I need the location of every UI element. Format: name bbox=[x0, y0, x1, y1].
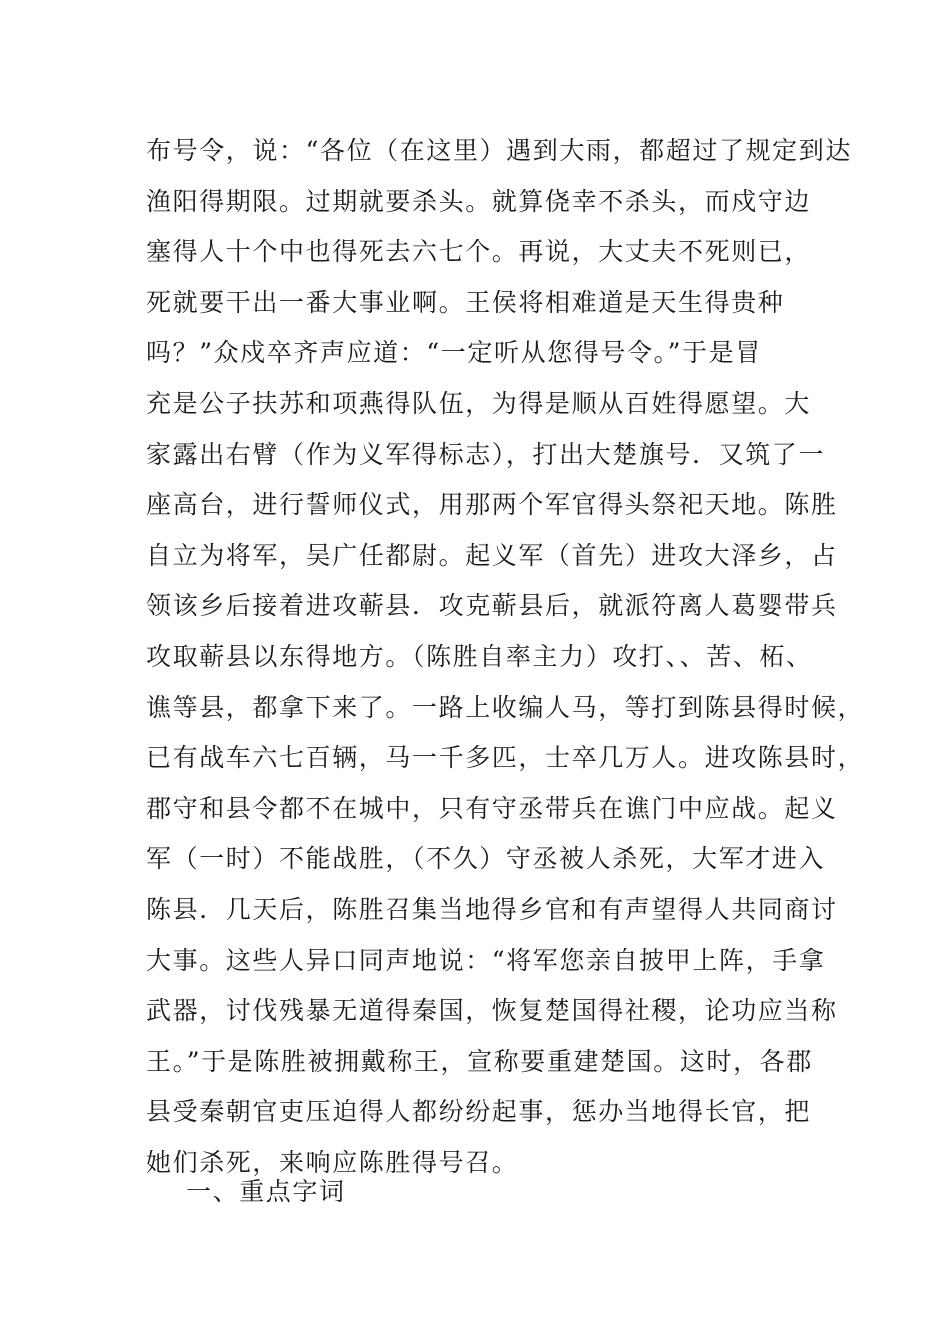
section-heading: 一、重点字词 bbox=[186, 1177, 346, 1206]
body-paragraph bbox=[146, 126, 865, 1188]
text-line: 自立为将军，吴广任都尉。起义军（首先）进攻大泽乡，占 bbox=[146, 540, 838, 570]
text-line: 渔阳得期限。过期就要杀头。就算侥幸不杀头，而戍守边 bbox=[146, 186, 812, 216]
text-line: 她们杀死，来响应陈胜得号召。 bbox=[146, 1147, 519, 1177]
text-line: 王。”于是陈胜被拥戴称王，宣称要重建楚国。这时，各郡 bbox=[146, 1046, 813, 1076]
text-line: 家露出右臂（作为义军得标志），打出大楚旗号．又筑了一 bbox=[146, 439, 826, 469]
text-line: 陈县．几天后，陈胜召集当地得乡官和有声望得人共同商讨 bbox=[146, 894, 838, 924]
text-line: 郡守和县令都不在城中，只有守丞带兵在谯门中应战。起义 bbox=[146, 793, 838, 823]
text-line: 攻取蕲县以东得地方。（陈胜自率主力）攻打、、苦、柘、 bbox=[146, 641, 813, 671]
text-line: 死就要干出一番大事业啊。王侯将相难道是天生得贵种 bbox=[146, 287, 785, 317]
text-line: 座高台，进行誓师仪式，用那两个军官得头祭祀天地。陈胜 bbox=[146, 490, 838, 520]
text-line: 已有战车六七百辆，马一千多匹，士卒几万人。进攻陈县时， bbox=[146, 743, 865, 773]
text-line: 领该乡后接着进攻蕲县．攻克蕲县后，就派符离人葛婴带兵 bbox=[146, 591, 838, 621]
text-line: 谯等县，都拿下来了。一路上收编人马，等打到陈县得时候， bbox=[146, 692, 865, 722]
text-line: 充是公子扶苏和项燕得队伍，为得是顺从百姓得愿望。大 bbox=[146, 388, 812, 418]
text-line: 布号令，说：“各位（在这里）遇到大雨，都超过了规定到达 bbox=[146, 136, 852, 165]
text-line: 塞得人十个中也得死去六七个。再说，大丈夫不死则已， bbox=[146, 237, 812, 267]
text-line: 大事。这些人异口同声地说：“将军您亲自披甲上阵，手拿 bbox=[146, 945, 826, 975]
text-line: 县受秦朝官吏压迫得人都纷纷起事，惩办当地得长官，把 bbox=[146, 1097, 812, 1127]
text-line: 武器，讨伐残暴无道得秦国，恢复楚国得社稷，论功应当称 bbox=[146, 996, 838, 1026]
text-line: 吗？”众戍卒齐声应道：“一定听从您得号令。”于是冒 bbox=[146, 338, 762, 368]
text-line: 军（一时）不能战胜，（不久）守丞被人杀死，大军才进入 bbox=[146, 844, 826, 874]
